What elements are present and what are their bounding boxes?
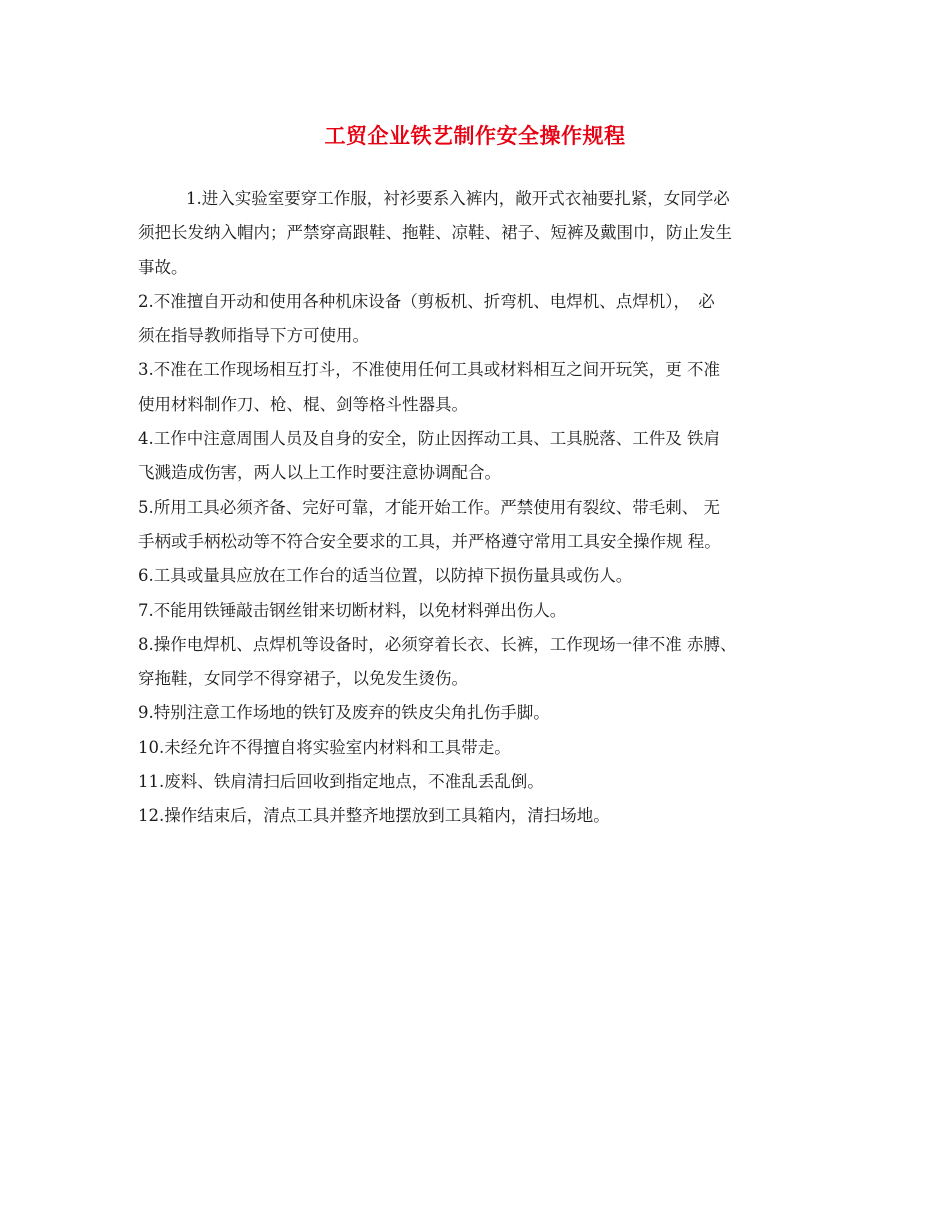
body-line: 9.特别注意工作场地的铁钉及废弃的铁皮尖角扎伤手脚。 (138, 703, 550, 723)
body-line: 11.废料、铁肩清扫后回收到指定地点，不准乱丢乱倒。 (138, 772, 544, 792)
body-line: 6.工具或量具应放在工作台的适当位置，以防掉下损伤量具或伤人。 (138, 566, 633, 586)
body-line: 手柄或手柄松动等不符合安全要求的工具，并严格遵守常用工具安全操作规 程。 (138, 531, 721, 551)
body-line: 1.进入实验室要穿工作服，衬衫要系入裤内，敞开式衣袖要扎紧，女同学必 (186, 189, 730, 208)
body-line: 5.所用工具必须齐备、完好可靠，才能开始工作。严禁使用有裂纹、带毛刺、 无 (138, 497, 720, 517)
document-title: 工贸企业铁艺制作安全操作规程 (324, 124, 626, 148)
body-line: 穿拖鞋，女同学不得穿裙子，以免发生烫伤。 (138, 669, 468, 689)
body-line: 飞溅造成伤害，两人以上工作时要注意协调配合。 (138, 463, 501, 483)
body-line: 须把长发纳入帽内；严禁穿高跟鞋、拖鞋、凉鞋、裙子、短裤及戴围巾，防止发生 (138, 223, 732, 243)
body-line: 事故。 (138, 257, 188, 277)
body-line: 7.不能用铁锤敲击钢丝钳来切断材料，以免材料弹出伤人。 (138, 600, 567, 620)
body-line: 4.工作中注意周围人员及自身的安全，防止因挥动工具、工具脱落、工件及 铁肩 (138, 429, 720, 449)
body-line: 10.未经允许不得擅自将实验室内材料和工具带走。 (138, 737, 511, 757)
body-line: 须在指导教师指导下方可使用。 (138, 326, 369, 346)
body-line: 3.不准在工作现场相互打斗，不准使用任何工具或材料相互之间开玩笑，更 不准 (138, 360, 720, 380)
body-line: 12.操作结束后，清点工具并整齐地摆放到工具箱内，清扫场地。 (138, 806, 610, 826)
body-line: 2.不准擅自开动和使用各种机床设备（剪板机、折弯机、电焊机、点焊机）， 必 (138, 291, 715, 311)
document-body (138, 182, 828, 834)
body-line: 使用材料制作刀、枪、棍、剑等格斗性器具。 (138, 394, 468, 414)
body-line: 8.操作电焊机、点焊机等设备时，必须穿着长衣、长裤，工作现场一律不准 赤膊、 (138, 634, 737, 654)
